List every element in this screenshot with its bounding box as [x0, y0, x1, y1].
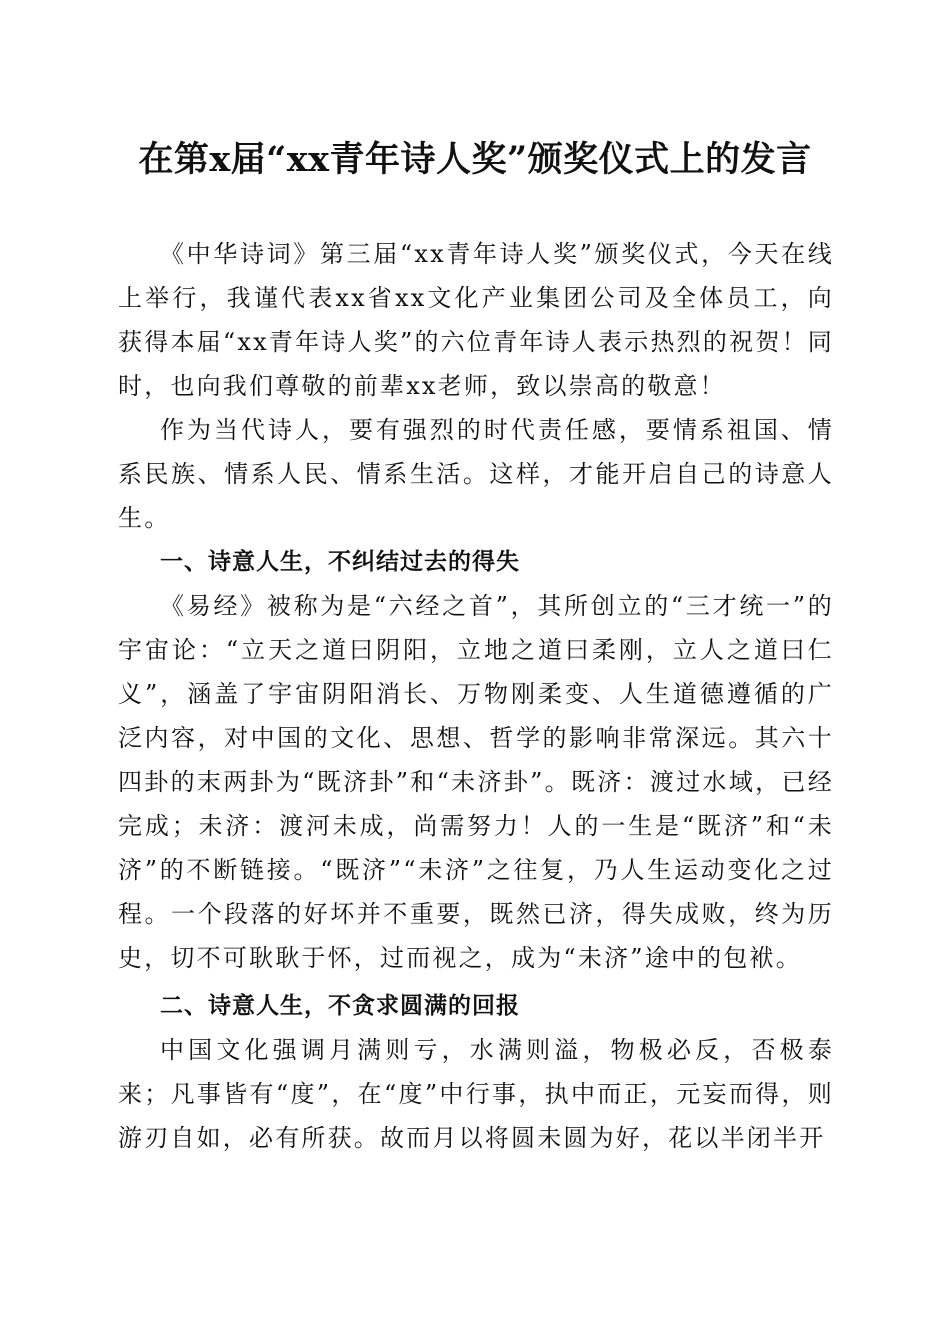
- paragraph-yijing: 《易经》被称为是“六经之首”，其所创立的“三才统一”的宇宙论：“立天之道曰阴阳，立地之道曰柔刚，立人之道曰仁义”，涵盖了宇宙阴阳消长、万物刚柔变、人生道德遵循的广泛内容，对中国的文化、思想、哲学的影响非常深远。其六十四卦的末两卦为“既济卦”和“未济卦”。既济：渡过水域，已经完成；未济：渡河未成，尚需努力！人的一生是“既济”和“未济”的不断链接。“既济”“未济”之往复，乃人生运动变化之过程。一个段落的好坏并不重要，既然已济，得失成败，终为历史，切不可耿耿于怀，过而视之，成为“未济”途中的包袱。: [118, 592, 834, 972]
- section-heading-1: 一、诗意人生，不纠结过去的得失: [160, 549, 520, 575]
- document-title: 在第x届“xx青年诗人奖”颁奖仪式上的发言: [138, 139, 812, 180]
- paragraph-opening: 《中华诗词》第三届“xx青年诗人奖”颁奖仪式，今天在线上举行，我谨代表xx省xx文化产业集团公司及全体员工，向获得本届“xx青年诗人奖”的六位青年诗人表示热烈的祝贺！同时，也向我们尊敬的前辈xx老师，致以崇高的敬意！: [118, 240, 834, 400]
- paragraph-responsibility: 作为当代诗人，要有强烈的时代责任感，要情系祖国、情系民族、情系人民、情系生活。这样，才能开启自己的诗意人生。: [118, 416, 834, 532]
- section-heading-2: 二、诗意人生，不贪求圆满的回报: [160, 993, 520, 1019]
- document-body: [118, 232, 834, 1160]
- paragraph-moderation: 中国文化强调月满则亏，水满则溢，物极必反，否极泰来；凡事皆有“度”，在“度”中行事，执中而正，元妄而得，则游刃自如，必有所获。故而月以将圆未圆为好，花以半闭半开: [118, 1036, 834, 1152]
